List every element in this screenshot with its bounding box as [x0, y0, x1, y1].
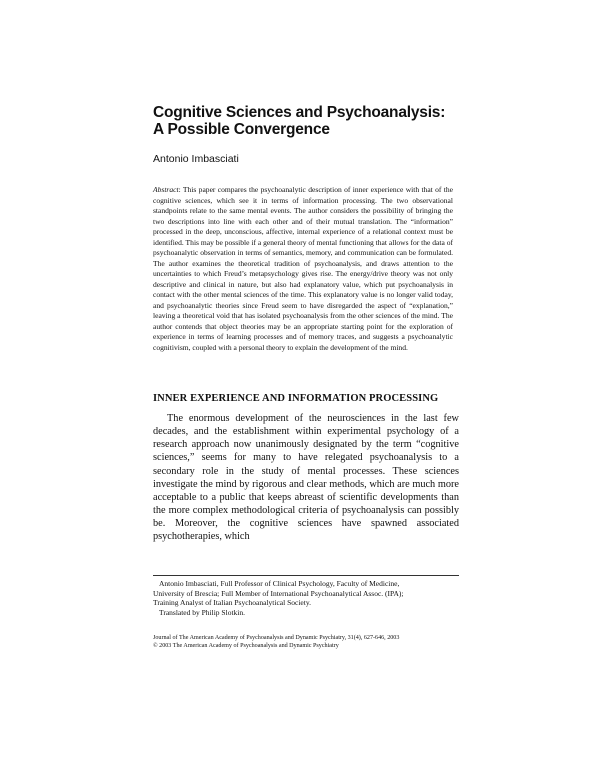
author-footnote: [153, 579, 463, 617]
footnote-line-2: University of Brescia; Full Member of International Psychoanalytical Assoc. (IPA);: [153, 588, 404, 598]
journal-citation: Journal of The American Academy of Psychoanalysis and Dynamic Psychiatry, 31(4), 627-646, 2003: [153, 635, 400, 641]
footnote-line-3: Training Analyst of Italian Psychoanalytical Society.: [153, 598, 311, 608]
journal-info: [153, 634, 473, 651]
body-paragraph: The enormous development of the neurosciences in the last few decades, and the establishment within experimental psychology of a research approach now unanimously designated by the term “cognitive sciences,” seems for many to have relegated psychoanalysis to a secondary role in the study of mental processes. These sciences investigate the mind by rigorous and clear methods, which are much more acceptable to a public that keeps abreast of scientific developments than the more complex methodological criteria of psychoanalysis can possibly be. Moreover, the cognitive sciences have spawned associated psychotherapies, which: [153, 413, 459, 543]
journal-copyright: © 2003 The American Academy of Psychoanalysis and Dynamic Psychiatry: [153, 643, 339, 650]
paper-title: [153, 104, 473, 138]
footnote-line-1: Antonio Imbasciati, Full Professor of Clinical Psychology, Faculty of Medicine,: [159, 579, 400, 588]
section-heading: INNER EXPERIENCE AND INFORMATION PROCESSING: [153, 393, 439, 404]
abstract-label: Abstract: [153, 185, 179, 194]
footnote-divider: [153, 575, 459, 576]
author-name: Antonio Imbasciati: [153, 153, 239, 165]
title-line-2: A Possible Convergence: [153, 121, 330, 138]
abstract-text: : This paper compares the psychoanalytic description of inner experience with that of the cognitive sciences, which see it in terms of information processing. The two observational standpoints relate to the same mental events. The author considers the possibility of bringing the two descriptions into line with each other and of their mutual translation. The “information” processed in the deep, unconscious, affective, internal experience of a relational context must be identified. This may be possible if a general theory of mental functioning that allows for the data of psychoanalytic observation in terms of semantics, memory, and communication can be formulated. The author examines the theoretical tradition of psychoanalysis, and draws attention to the uncertainties to which Freud’s metapsychology gives rise. The energy/drive theory was not only descriptive and clinical in nature, but also had explanatory value, which put psychoanalysis in contact with the other mental sciences of the time. This explanatory value is no longer valid today, and psychoanalytic theories since Freud seem to have disregarded the aspect of “explanation,” leaving a theoretical void that has isolated psychoanalysis from the other sciences of the mind. The author contends that object theories may be an appropriate starting point for the exploration of experience in terms of learning processes and of memory traces, and suggests a psychoanalytic cognitivism, coupled with a personal theory to explain the development of the mind.: [153, 185, 453, 352]
abstract: [153, 185, 453, 353]
title-line-1: Cognitive Sciences and Psychoanalysis:: [153, 104, 446, 121]
translator-note: Translated by Philip Slotkin.: [159, 607, 245, 617]
